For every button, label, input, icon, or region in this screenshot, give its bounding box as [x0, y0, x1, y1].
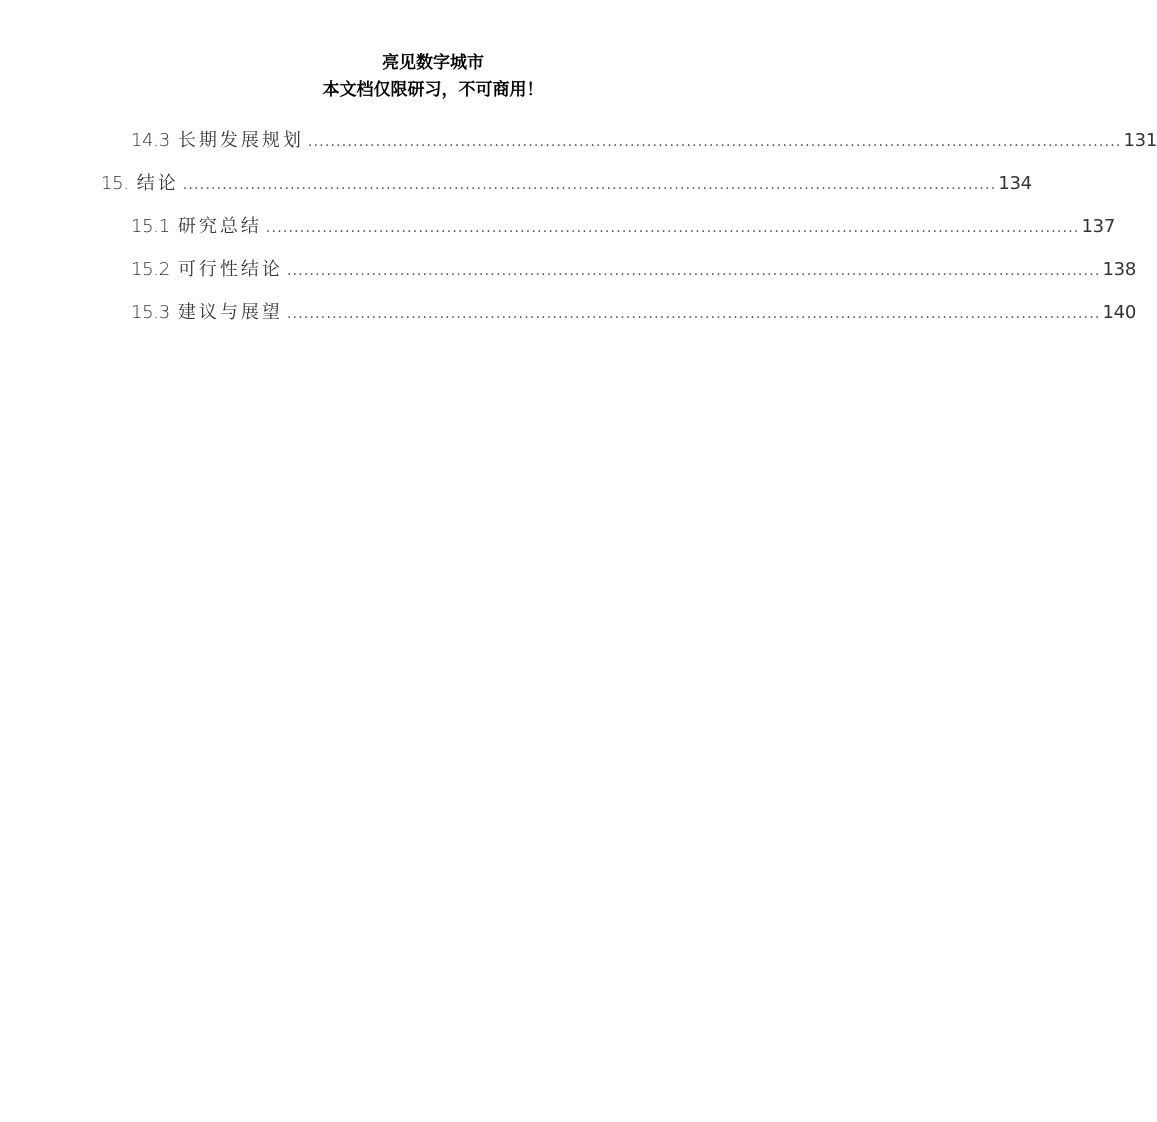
toc-dot-leader: ................................................................................................................................................ [182, 177, 997, 193]
toc-entry-14-3[interactable] [131, 124, 1157, 158]
toc-dot-leader: ................................................................................................................................................ [265, 220, 1080, 236]
toc-entry-number: 15.1 [131, 216, 170, 237]
toc-entry-number: 15. [101, 173, 129, 194]
document-header [0, 50, 866, 104]
toc-entry-15-2[interactable] [131, 253, 1136, 287]
toc-dot-leader: ................................................................................................................................................ [286, 263, 1101, 279]
toc-page-number: 140 [1102, 302, 1136, 323]
toc-page-number: 138 [1102, 259, 1136, 280]
toc-entry-15-1[interactable] [131, 210, 1115, 244]
toc-dot-leader: ................................................................................................................................................ [307, 134, 1122, 150]
toc-entry-title: 结论 [136, 173, 179, 194]
toc-page-number: 134 [998, 173, 1032, 194]
header-title: 亮见数字城市 [382, 53, 484, 73]
toc-page-number: 131 [1123, 130, 1157, 151]
toc-entry-number: 15.2 [131, 259, 170, 280]
toc-dot-leader: ................................................................................................................................................ [286, 306, 1101, 322]
toc-entry-15[interactable] [101, 167, 1032, 201]
toc-entry-title: 研究总结 [177, 216, 262, 237]
toc-page-number: 137 [1081, 216, 1115, 237]
toc-entry-title: 建议与展望 [177, 302, 283, 323]
header-notice: 本文档仅限研习，不可商用！ [322, 80, 544, 100]
toc-entry-title: 长期发展规划 [177, 130, 304, 151]
toc-entry-title: 可行性结论 [177, 259, 283, 280]
toc-entry-15-3[interactable] [131, 296, 1136, 330]
toc-entry-number: 14.3 [131, 130, 170, 151]
toc-entry-number: 15.3 [131, 302, 170, 323]
